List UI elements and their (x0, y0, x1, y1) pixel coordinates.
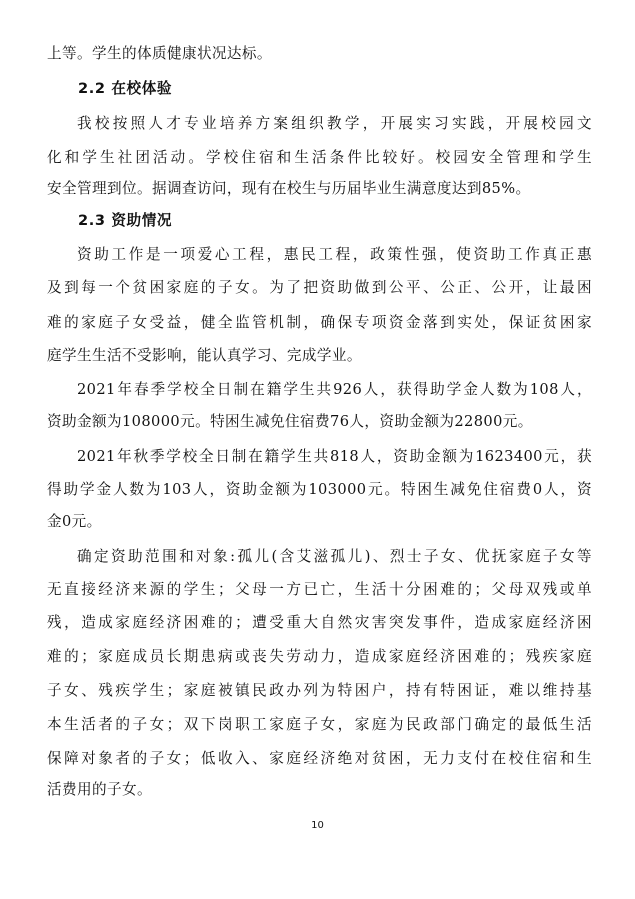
body-text-line: 子女、残疾学生；家庭被镇民政办列为特困户，持有特困证，难以维持基 (47, 682, 592, 699)
section-heading-2-2: 2.2 在校体验 (78, 80, 173, 97)
body-text-line: 2021年春季学校全日制在籍学生共926人，获得助学金人数为108人， (77, 381, 592, 398)
body-text-line: 无直接经济来源的学生；父母一方已亡，生活十分困难的；父母双残或单 (47, 581, 592, 598)
body-text-line: 庭学生生活不受影响，能认真学习、完成学业。 (47, 347, 362, 364)
page-number: 10 (311, 820, 324, 831)
body-text-line: 活费用的子女。 (47, 781, 152, 798)
body-text-line: 确定资助范围和对象:孤儿(含艾滋孤儿)、烈士子女、优抚家庭子女等 (77, 548, 592, 565)
body-text-line: 残，造成家庭经济困难的；遭受重大自然灾害突发事件，造成家庭经济困 (47, 614, 592, 631)
body-text-line: 保障对象者的子女；低收入、家庭经济绝对贫困，无力支付在校住宿和生 (47, 750, 592, 767)
body-text-line: 2021年秋季学校全日制在籍学生共818人，资助金额为1623400元，获 (77, 448, 592, 465)
body-text-line: 上等。学生的体质健康状况达标。 (47, 45, 272, 62)
body-text-line: 本生活者的子女；双下岗职工家庭子女，家庭为民政部门确定的最低生活 (47, 716, 592, 733)
section-heading-2-3: 2.3 资助情况 (78, 212, 173, 229)
body-text-line: 我校按照人才专业培养方案组织教学，开展实习实践，开展校园文 (77, 115, 592, 132)
body-text-line: 及到每一个贫困家庭的子女。为了把资助做到公平、公正、公开，让最困 (47, 279, 592, 296)
body-text-line: 金0元。 (47, 513, 102, 530)
body-text-line: 资助金额为108000元。特困生减免住宿费76人，资助金额为22800元。 (47, 413, 533, 430)
body-text-line: 难的家庭子女受益，健全监管机制，确保专项资金落到实处，保证贫困家 (47, 314, 592, 331)
body-text-line: 化和学生社团活动。学校住宿和生活条件比较好。校园安全管理和学生 (47, 149, 592, 166)
body-text-line: 得助学金人数为103人，资助金额为103000元。特困生减免住宿费0人，资 (47, 481, 592, 498)
body-text-line: 安全管理到位。据调查访问，现有在校生与历届毕业生满意度达到85%。 (47, 180, 531, 197)
body-text-line: 难的；家庭成员长期患病或丧失劳动力，造成家庭经济困难的；残疾家庭 (47, 648, 592, 665)
body-text-line: 资助工作是一项爱心工程，惠民工程，政策性强，使资助工作真正惠 (77, 246, 592, 263)
